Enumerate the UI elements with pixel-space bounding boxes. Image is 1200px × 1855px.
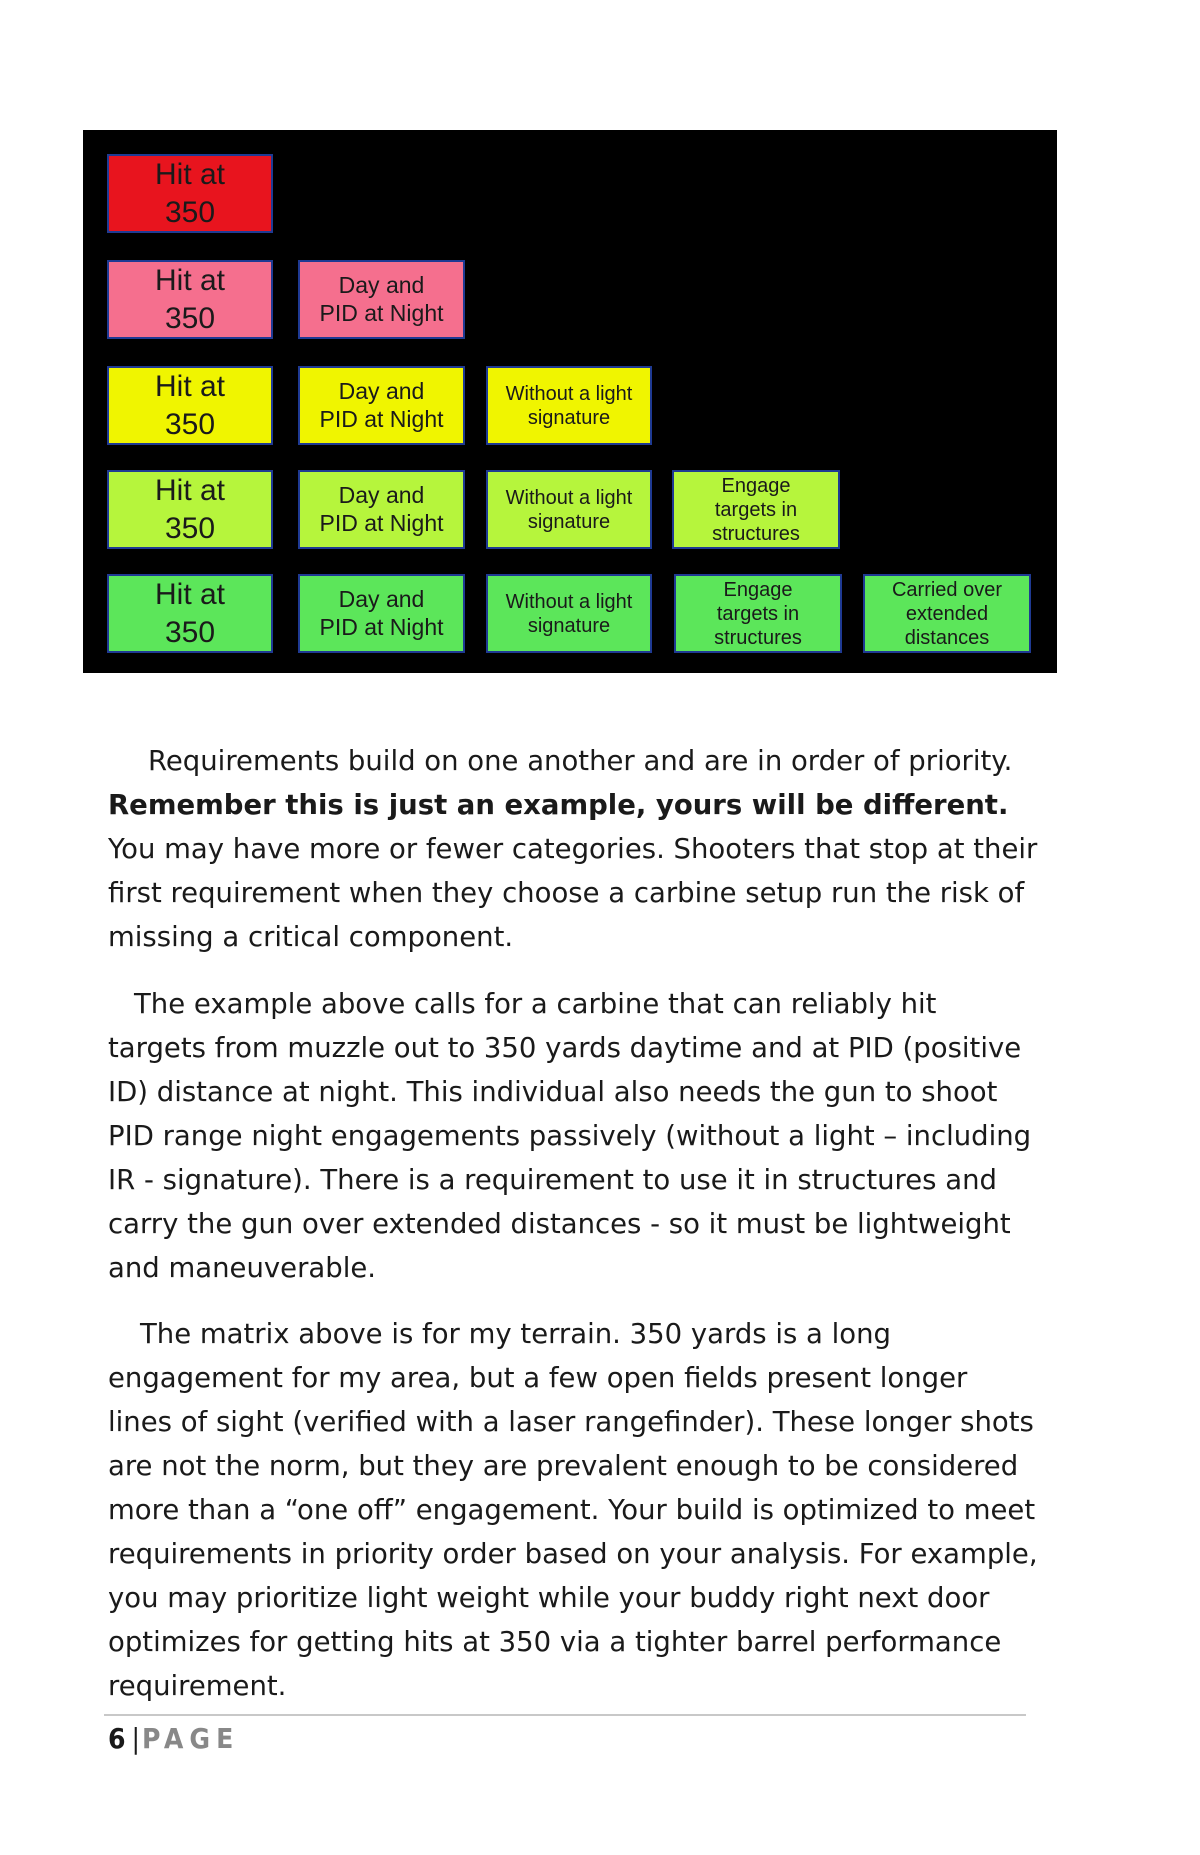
matrix-cell: Day and PID at Night: [298, 470, 465, 549]
matrix-cell: Carried over extended distances: [863, 574, 1031, 653]
paragraph-1-text-b: You may have more or fewer categories. Shooters that stop at their first requirement when they choose a carbine setup run the risk of missing a critical component.: [108, 833, 1038, 953]
paragraph-3: The matrix above is for my terrain. 350 yards is a long engagement for my area, but a few open fields present longer lines of sight (verified with a laser rangefinder). These longer shots are not the norm, but they are prevalent enough to be considered more than a “one off” engagement. Your build is optimized to meet requirements in priority order based on your analysis. For example, you may prioritize light weight while your buddy right next door optimizes for getting hits at 350 via a tighter barrel performance requirement.: [108, 1318, 1038, 1702]
footer-divider: [104, 1714, 1026, 1716]
matrix-cell: Hit at 350: [107, 260, 273, 339]
matrix-cell: Day and PID at Night: [298, 574, 465, 653]
paragraph-1-text-a: Requirements build on one another and are in order of priority.: [148, 745, 1013, 777]
matrix-cell: Without a light signature: [486, 470, 652, 549]
matrix-cell: Hit at 350: [107, 154, 273, 233]
page-footer: [108, 1722, 239, 1755]
matrix-cell: Engage targets in structures: [674, 574, 842, 653]
body-text-2: [108, 982, 1038, 1290]
paragraph-2: The example above calls for a carbine that can reliably hit targets from muzzle out to 350 yards daytime and at PID (positive ID) distance at night. This individual also needs the gun to shoot PID range night engagements passively (without a light – including IR - signature). There is a requirement to use it in structures and carry the gun over extended distances - so it must be lightweight and maneuverable.: [108, 988, 1032, 1284]
paragraph-1: [108, 739, 1038, 959]
page-label: PAGE: [142, 1722, 240, 1755]
matrix-cell: Day and PID at Night: [298, 366, 465, 445]
page-number: 6: [108, 1722, 132, 1755]
footer-separator: |: [131, 1722, 143, 1755]
paragraph-1-bold: Remember this is just an example, yours will be different.: [108, 789, 1009, 821]
matrix-cell: Hit at 350: [107, 366, 273, 445]
matrix-cell: Hit at 350: [107, 574, 273, 653]
matrix-cell: Engage targets in structures: [672, 470, 840, 549]
matrix-cell: Without a light signature: [486, 366, 652, 445]
matrix-cell: Day and PID at Night: [298, 260, 465, 339]
requirements-matrix: [83, 130, 1057, 673]
matrix-cell: Hit at 350: [107, 470, 273, 549]
matrix-cell: Without a light signature: [486, 574, 652, 653]
body-text: [108, 739, 1038, 959]
body-text-3: [108, 1312, 1038, 1708]
